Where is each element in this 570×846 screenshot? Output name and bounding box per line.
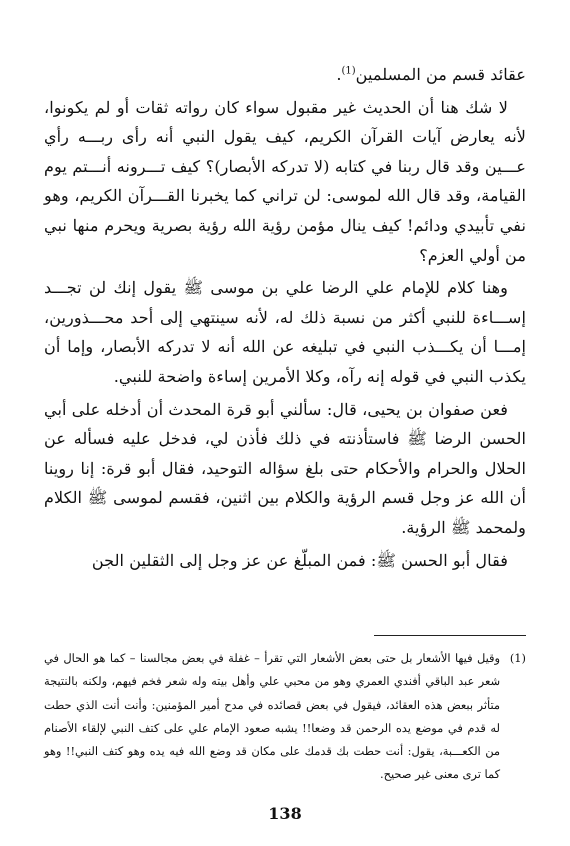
footnote-text: وقيل فيها الأشعار بل حتى بعض الأشعار التي تقرأ – غفلة في بعض مجالسنا – كما هو الحال في شعر عبد الباقي أفندي العمري وهو من محبي علي وأهل بيته وله شعر فخم فيهم، ولكنه بالنتيجة متأثر ببعض هذه العقائد، فيقول في بعض قصائده في مدح أمير المؤمنين: وأنت أنت الذي حطت له قدم في موضع يده الرحمن قد وضعا!! يشبه صعود الإمام علي على كتف النبي لإلقاء الأصنام من الكعـــبة، يقول: أنت حطت بك قدمك على مكان قد وضع الله فيه يده وهو كتف النبي!! وهو كما ترى معنى غير صحيح. xyxy=(44,651,500,782)
paragraph-4: فعن صفوان بن يحيى، قال: سألني أبو قرة المحدث أن أدخله على أبي الحسن الرضا ﷺ فاستأذنته في ذلك فأذن لي، فدخل عليه فسأله عن الحلال والحرام والأحكام حتى بلغ سؤاله التوحيد، فقال أبو قرة: إنا روينا أن الله عز وجل قسم الرؤية والكلام بين اثنين، فقسم لموسى ﷺ الكلام ولمحمد ﷺ الرؤية. xyxy=(44,399,526,537)
footnote-reference: (1) xyxy=(341,65,356,77)
paragraph-3: وهنا كلام للإمام علي الرضا علي بن موسى ﷺ يقول إنك لن تجـــد إســـاءة للنبي أكثر من نسبة ذلك له، لأنه سينتهي إلى أحد محـــذورين، إمـــا أن يكـــذب النبي في تبليغه عن الله أنه لا تدركه الأبصار، وإما أن يكذب النبي في قوله إنه رآه، وكلا الأمرين إساءة واضحة للنبي. xyxy=(44,278,526,386)
footnote-separator xyxy=(374,635,526,636)
paragraph-1 xyxy=(44,60,526,90)
page-number: 138 xyxy=(268,804,302,823)
paragraph-1-text: عقائد قسم من المسلمين xyxy=(355,65,526,84)
paragraph-1-end: . xyxy=(336,65,342,84)
footnote xyxy=(44,647,526,787)
footnote-number: (1) xyxy=(509,651,526,665)
paragraph-2: لا شك هنا أن الحديث غير مقبول سواء كان رواته ثقات أو لم يكونوا، لأنه يعارض آيات القرآن الكريم، كيف يقول النبي أنه رأى ربـــه رأي عـــين وقد قال ربنا في كتابه (لا تدركه الأبصار)؟ كيف تـــرونه أنـــتم يوم القيامة، وقد قال الله لموسى: لن تراني كما يخبرنا القـــرآن الكريم، وهو نفي تأبيدي ودائم! كيف ينال مؤمن رؤية الله رؤية بصرية ويحرم منها نبي من أولي العزم؟ xyxy=(44,97,526,265)
document-page xyxy=(44,60,526,840)
main-text xyxy=(44,60,526,575)
paragraph-5: فقال أبو الحسن ﷺ: فمن المبلّغ عن عز وجل إلى الثقلين الجن xyxy=(91,550,508,570)
